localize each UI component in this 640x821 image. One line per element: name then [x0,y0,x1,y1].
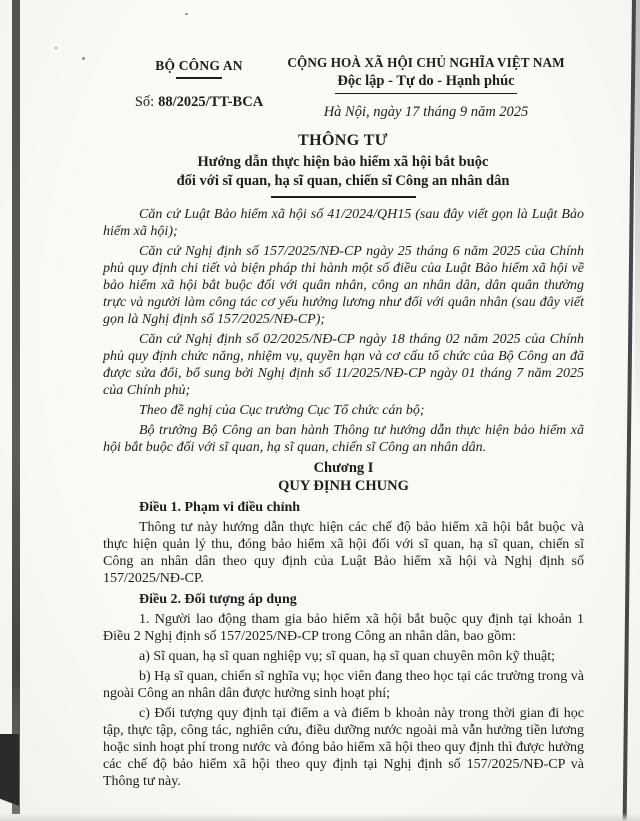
national-motto-line2: Độc lập - Tự do - Hạnh phúc [335,73,516,94]
document-title-block [103,132,583,198]
scan-speck [82,57,85,60]
document-number-label: Số: [134,93,155,110]
scan-band-left [12,0,20,814]
preamble-paragraph-5: Bộ trưởng Bộ Công an ban hành Thông tư hướng dẫn thực hiện bảo hiểm xã hội bắt buộc đối với sĩ quan, hạ sĩ quan, chiến sĩ Công an nhân dân. [103,423,584,455]
issue-place-date: Hà Nội, ngày 17 tháng 9 năm 2025 [323,104,529,120]
national-motto-line1: CỘNG HOÀ XÃ HỘI CHỦ NGHĨA VIỆT NAM [287,55,565,70]
scan-speck [185,13,188,15]
agency-header [118,58,280,111]
article-2-clause-1a: a) Sĩ quan, hạ sĩ quan nghiệp vụ; sĩ quan, hạ sĩ quan chuyên môn kỹ thuật; [139,649,556,664]
scan-edge-right [635,0,640,430]
preamble-paragraph-4: Theo đề nghị của Cục trưởng Cục Tổ chức cán bộ; [139,403,425,418]
article-2-clause-1: 1. Người lao động tham gia bảo hiểm xã hội bắt buộc quy định tại khoản 1 Điều 2 Nghị định số 157/2025/NĐ-CP trong Công an nhân dân, bao gồm: [103,612,584,644]
article-2-clause-1b: b) Hạ sĩ quan, chiến sĩ nghĩa vụ; học viên đang theo học tại các trường trong và ngoài Công an nhân dân được hưởng sinh hoạt phí; [103,669,584,701]
title-underline [271,196,416,198]
scan-band-right [623,0,636,821]
chapter-heading [103,460,584,495]
agency-underline [176,77,222,79]
chapter-title: QUY ĐỊNH CHUNG [278,477,409,494]
document-body [103,206,584,793]
article-1-heading: Điều 1. Phạm vi điều chỉnh [139,500,301,515]
article-1-clause: Thông tư này hướng dẫn thực hiện các chế độ bảo hiểm xã hội bắt buộc và thực hiện quản lý thu, đóng bảo hiểm xã hội đối với sĩ quan, hạ sĩ quan, chiến sĩ Công an nhân dân theo quy định của Luật Bảo hiểm xã hội và Nghị định số 157/2025/NĐ-CP. [103,520,584,586]
preamble-paragraph-3: Căn cứ Nghị định số 02/2025/NĐ-CP ngày 18 tháng 02 năm 2025 của Chính phủ quy định chức năng, nhiệm vụ, quyền hạn và cơ cấu tổ chức của Bộ Công an đã được sửa đổi, bổ sung bởi Nghị định số 11/2025/NĐ-CP ngày 01 tháng 7 năm 2025 của Chính phủ; [103,332,584,398]
document-number-value: 88/2025/TT-BCA [158,93,264,110]
scan-bottom-shade [0,813,640,821]
national-header [280,55,572,121]
document-subtitle-line2: đối với sĩ quan, hạ sĩ quan, chiến sĩ Công an nhân dân [176,173,510,189]
preamble-paragraph-2: Căn cứ Nghị định số 157/2025/NĐ-CP ngày 25 tháng 6 năm 2025 của Chính phủ quy định chi tiết và biện pháp thi hành một số điều của Luật Bảo hiểm xã hội về bảo hiểm xã hội bắt buộc đối với quân nhân, công an nhân dân, dân quân thường trực và người làm công tác cơ yếu hưởng lương như đối với quân nhân (sau đây viết gọn là Nghị định số 157/2025/NĐ-CP); [103,244,584,327]
document-number [118,94,280,111]
article-2-clause-1c: c) Đối tượng quy định tại điểm a và điểm b khoản này trong thời gian đi học tập, thực tập, công tác, nghiên cứu, điều dưỡng nước ngoài mà vẫn hưởng tiền lương hoặc sinh hoạt phí trong nước và đóng bảo hiểm xã hội theo quy định thì được hưởng các chế độ bảo hiểm xã hội theo quy định tại Nghị định số 157/2025/NĐ-CP và Thông tư này. [103,706,584,789]
scan-block-bottom-left [0,734,19,806]
document-subtitle-line1: Hướng dẫn thực hiện bảo hiểm xã hội bắt buộc [197,154,489,170]
chapter-number: Chương I [313,460,374,476]
document-type-title: THÔNG TƯ [298,132,388,149]
scan-speck [55,47,57,49]
preamble-paragraph-1: Căn cứ Luật Bảo hiểm xã hội số 41/2024/QH15 (sau đây viết gọn là Luật Bảo hiểm xã hội); [103,207,584,239]
agency-name: BỘ CÔNG AN [155,58,243,73]
article-2-heading: Điều 2. Đối tượng áp dụng [139,592,297,607]
